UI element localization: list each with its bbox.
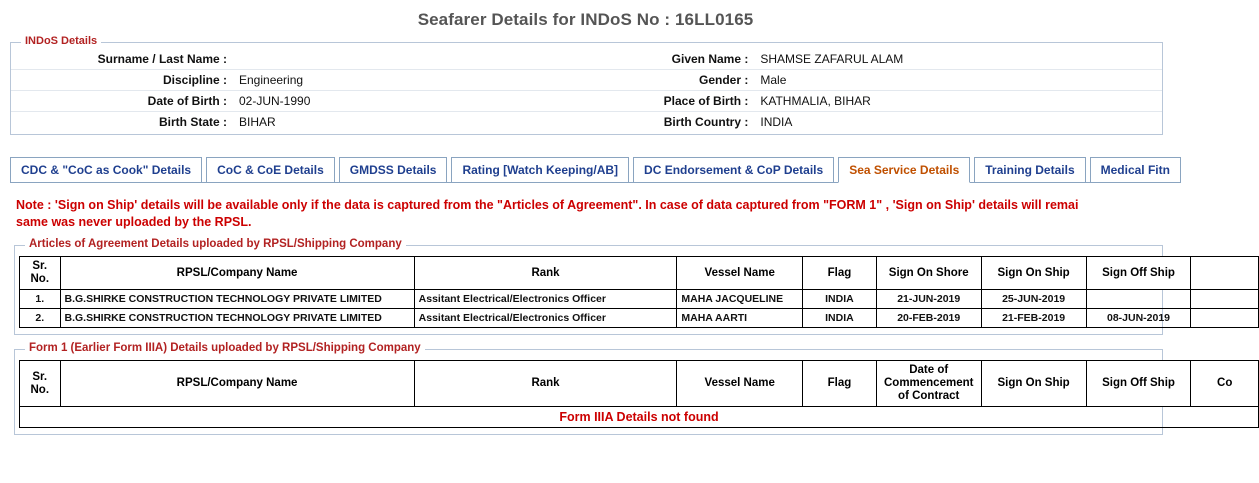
date-of-birth-label: Date of Birth : <box>11 91 233 112</box>
cell-extra <box>1191 290 1259 309</box>
tab-bar <box>10 157 1170 183</box>
cell-vessel: MAHA AARTI <box>677 309 803 328</box>
column-header-sr-no <box>20 361 61 407</box>
form1-empty-message: Form IIIA Details not found <box>19 407 1259 428</box>
tab-dc-endorsement-cop[interactable]: DC Endorsement & CoP Details <box>633 157 834 183</box>
cell-extra <box>1191 309 1259 328</box>
column-header-sign-on-ship: Sign On Ship <box>981 257 1086 290</box>
column-header-sr-no <box>20 257 61 290</box>
column-header-flag: Flag <box>803 361 877 407</box>
indos-details-section <box>10 35 1163 135</box>
doc-line3: of Contract <box>898 390 960 402</box>
table-row <box>11 91 1162 112</box>
tab-coc-coe[interactable]: CoC & CoE Details <box>206 157 335 183</box>
table-row <box>11 49 1162 70</box>
table-header-row <box>20 361 1259 407</box>
cell-sign-on-shore: 20-FEB-2019 <box>876 309 981 328</box>
table-row <box>11 70 1162 91</box>
column-header-sign-on-shore: Sign On Shore <box>876 257 981 290</box>
form1-legend: Form 1 (Earlier Form IIIA) Details uploaded by RPSL/Shipping Company <box>25 342 425 354</box>
gender-label: Gender : <box>452 70 754 91</box>
surname-value <box>233 49 452 70</box>
tab-training[interactable]: Training Details <box>974 157 1085 183</box>
note-prefix: Note : <box>16 198 52 212</box>
page-title: Seafarer Details for INDoS No : 16LL0165 <box>417 10 754 29</box>
tab-sea-service[interactable]: Sea Service Details <box>838 157 970 183</box>
table-row <box>20 309 1259 328</box>
table-header-row <box>20 257 1259 290</box>
articles-of-agreement-legend: Articles of Agreement Details uploaded by RPSL/Shipping Company <box>25 238 406 250</box>
given-name-label: Given Name : <box>452 49 754 70</box>
place-of-birth-value: KATHMALIA, BIHAR <box>754 91 1162 112</box>
birth-country-label: Birth Country : <box>663 115 749 129</box>
tab-gmdss[interactable]: GMDSS Details <box>339 157 448 183</box>
sr-line2: No. <box>30 383 50 396</box>
column-header-flag: Flag <box>803 257 877 290</box>
indos-details-table <box>11 49 1162 132</box>
note-body-line2: same was never uploaded by the RPSL. <box>16 215 252 229</box>
cell-company: B.G.SHIRKE CONSTRUCTION TECHNOLOGY PRIVATE LIMITED <box>60 309 414 328</box>
cell-flag: INDIA <box>803 309 877 328</box>
cell-sign-on-shore: 21-JUN-2019 <box>876 290 981 309</box>
sr-line1: Sr. <box>32 260 48 272</box>
table-row <box>11 112 1162 133</box>
cell-sr-no: 2. <box>20 309 61 328</box>
column-header-date-of-commencement <box>876 361 981 407</box>
column-header-sign-off-ship: Sign Off Ship <box>1086 361 1191 407</box>
column-header-company: RPSL/Company Name <box>60 257 414 290</box>
form1-section <box>14 342 1233 435</box>
column-header-vessel: Vessel Name <box>677 361 803 407</box>
gender-value: Male <box>754 70 1162 91</box>
column-header-extra: Co <box>1191 361 1259 407</box>
given-name-value: SHAMSE ZAFARUL ALAM <box>754 49 1162 70</box>
sr-line2: No. <box>30 273 50 285</box>
cell-rank: Assitant Electrical/Electronics Officer <box>414 309 677 328</box>
place-of-birth-label: Place of Birth : <box>452 91 754 112</box>
discipline-label: Discipline : <box>11 70 233 91</box>
surname-label: Surname / Last Name : <box>11 49 233 70</box>
cell-sr-no: 1. <box>20 290 61 309</box>
doc-line1: Date of <box>909 364 949 376</box>
birth-country-value: INDIA <box>760 115 793 129</box>
tab-rating-watch-keeping[interactable]: Rating [Watch Keeping/AB] <box>451 157 629 183</box>
cell-sign-off-ship: 08-JUN-2019 <box>1086 309 1191 328</box>
indos-details-legend: INDoS Details <box>21 35 101 47</box>
note-body: 'Sign on Ship' details will be available only if the data is captured from the "Articles of Agreement". In case of data captured from "FORM 1" , 'Sign on Ship' details will remai <box>54 198 1079 212</box>
birth-state-label: Birth State : <box>158 115 227 129</box>
tab-medical-fitness[interactable]: Medical Fitn <box>1090 157 1181 183</box>
column-header-vessel: Vessel Name <box>677 257 803 290</box>
form1-table <box>19 360 1259 407</box>
cell-rank: Assitant Electrical/Electronics Officer <box>414 290 677 309</box>
column-header-sign-off-ship: Sign Off Ship <box>1086 257 1191 290</box>
column-header-sign-on-ship: Sign On Ship <box>981 361 1086 407</box>
tab-cdc-coc-as-cook[interactable]: CDC & "CoC as Cook" Details <box>10 157 202 183</box>
date-of-birth-value: 02-JUN-1990 <box>233 91 452 112</box>
column-header-extra <box>1191 257 1259 290</box>
articles-of-agreement-section <box>14 238 1175 335</box>
birth-state-value: BIHAR <box>239 115 276 129</box>
cell-sign-on-ship: 21-FEB-2019 <box>981 309 1086 328</box>
sr-line1: Sr. <box>32 370 48 383</box>
cell-vessel: MAHA JACQUELINE <box>677 290 803 309</box>
discipline-value: Engineering <box>233 70 452 91</box>
cell-sign-on-ship: 25-JUN-2019 <box>981 290 1086 309</box>
cell-sign-off-ship <box>1086 290 1191 309</box>
column-header-rank: Rank <box>414 361 677 407</box>
note-text <box>16 197 1161 231</box>
doc-line2: Commencement <box>883 377 974 389</box>
articles-of-agreement-table <box>19 256 1259 328</box>
column-header-rank: Rank <box>414 257 677 290</box>
cell-company: B.G.SHIRKE CONSTRUCTION TECHNOLOGY PRIVATE LIMITED <box>60 290 414 309</box>
column-header-company: RPSL/Company Name <box>60 361 414 407</box>
table-row <box>20 290 1259 309</box>
cell-flag: INDIA <box>803 290 877 309</box>
